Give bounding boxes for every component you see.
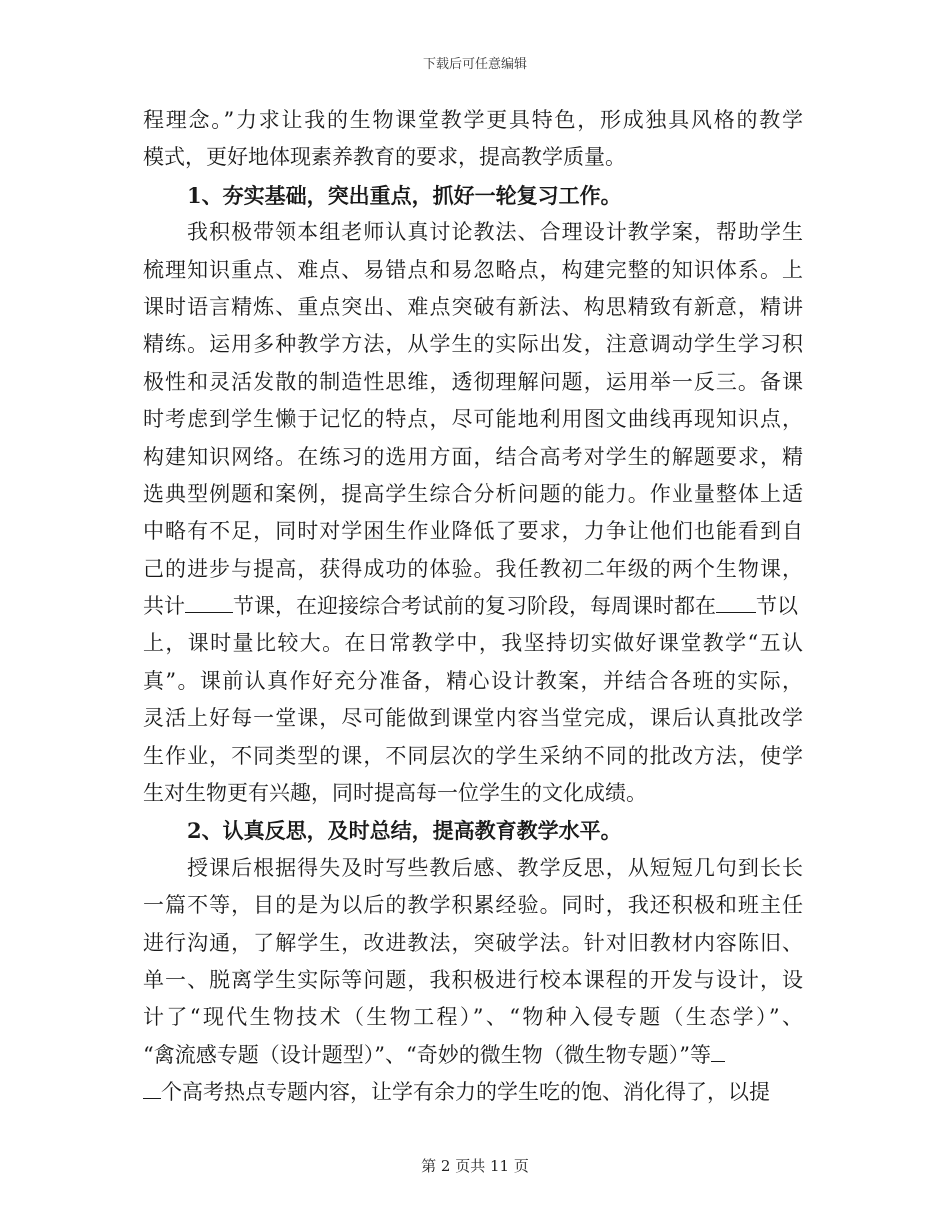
paragraph-line: 梳理知识重点、难点、易错点和易忽略点，构建完整的知识体系。上 xyxy=(143,257,803,282)
line-text-segment: 节以 xyxy=(756,594,798,619)
paragraph-line: 灵活上好每一堂课，尽可能做到课堂内容当堂完成，课后认真批改学 xyxy=(143,706,803,731)
paragraph-line: 单一、脱离学生实际等问题，我积极进行校本课程的开发与设计，设 xyxy=(143,967,803,992)
paragraph-line: 时考虑到学生懒于记忆的特点，尽可能地利用图文曲线再现知识点， xyxy=(143,407,803,432)
page-header-note: 下载后可任意编辑 xyxy=(422,57,527,72)
fill-blank xyxy=(711,1039,725,1062)
paragraph-line-with-blanks xyxy=(143,588,803,625)
paragraph-line: 计了“现代生物技术（生物工程）”、“物种入侵专题（生态学）”、 xyxy=(143,1005,803,1030)
page-number: 第 2 页共 11 页 xyxy=(421,1157,529,1175)
paragraph-line: 课时语言精炼、重点突出、难点突破有新法、构思精致有新意，精讲 xyxy=(143,294,803,319)
paragraph-line: 一篇不等，目的是为以后的教学积累经验。同时，我还积极和班主任 xyxy=(143,893,803,918)
paragraph-line-with-blank xyxy=(143,1037,803,1074)
paragraph-line: 上，课时量比较大。在日常教学中，我坚持切实做好课堂教学“五认 xyxy=(143,631,803,656)
line-text-segment: 个高考热点专题内容，让学有余力的学生吃的饱、消化得了，以提 xyxy=(161,1080,770,1105)
paragraph-line: 模式，更好地体现素养教育的要求，提高教学质量。 xyxy=(143,145,626,170)
paragraph-line: 精练。运用多种教学方法，从学生的实际出发，注意调动学生学习积 xyxy=(143,332,803,357)
paragraph-line: 中略有不足，同时对学困生作业降低了要求，力争让他们也能看到自 xyxy=(143,519,803,544)
document-body xyxy=(143,102,803,1112)
section-heading-1: 1、夯实基础，突出重点，抓好一轮复习工作。 xyxy=(187,182,622,208)
paragraph-line: 授课后根据得失及时写些教后感、教学反思，从短短几句到长长 xyxy=(187,855,803,880)
fill-blank xyxy=(185,590,233,613)
line-text-segment: “禽流感专题（设计题型）”、“奇妙的微生物（微生物专题）”等 xyxy=(143,1042,711,1067)
paragraph-line: 己的进步与提高，获得成功的体验。我任教初二年级的两个生物课， xyxy=(143,556,803,581)
fill-blank xyxy=(716,590,756,613)
paragraph-line: 程理念。”力求让我的生物课堂教学更具特色，形成独具风格的教学 xyxy=(143,108,803,132)
paragraph-line: 我积极带领本组老师认真讨论教法、合理设计教学案，帮助学生 xyxy=(187,220,803,245)
paragraph-line: 真”。课前认真作好充分准备，精心设计教案，并结合各班的实际， xyxy=(143,668,803,693)
line-text-segment: 共计 xyxy=(143,594,185,619)
paragraph-line: 生对生物更有兴趣，同时提高每一位学生的文化成绩。 xyxy=(143,781,647,806)
fill-blank xyxy=(143,1076,161,1099)
paragraph-line: 生作业，不同类型的课，不同层次的学生采纳不同的批改方法，使学 xyxy=(143,743,803,768)
paragraph-line: 极性和灵活发散的制造性思维，透彻理解问题，运用举一反三。备课 xyxy=(143,369,803,394)
paragraph-line-with-blank xyxy=(143,1074,803,1111)
paragraph-line: 选典型例题和案例，提高学生综合分析问题的能力。作业量整体上适 xyxy=(143,481,803,506)
paragraph-line: 进行沟通，了解学生，改进教法，突破学法。针对旧教材内容陈旧、 xyxy=(143,930,803,955)
line-text-segment: 节课，在迎接综合考试前的复习阶段，每周课时都在 xyxy=(233,594,716,619)
paragraph-line: 构建知识网络。在练习的选用方面，结合高考对学生的解题要求，精 xyxy=(143,444,803,469)
section-heading-2: 2、认真反思，及时总结，提高教育教学水平。 xyxy=(187,818,622,844)
